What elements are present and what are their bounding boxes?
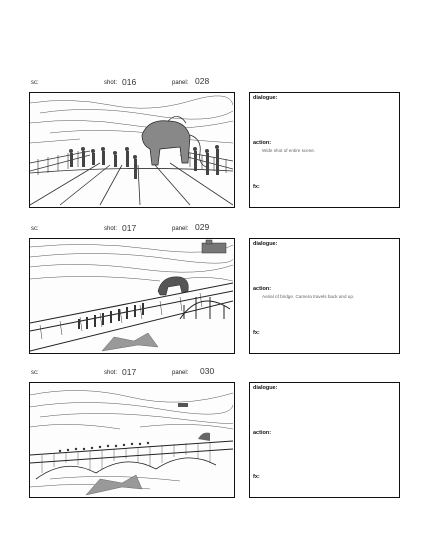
panel-number: 029 bbox=[195, 222, 210, 232]
sc-label: sc: bbox=[31, 80, 39, 86]
panel-number: 030 bbox=[200, 366, 215, 376]
action-label: action: bbox=[253, 140, 272, 146]
shot-label: shot: bbox=[104, 226, 118, 232]
dialogue-label: dialogue: bbox=[253, 95, 278, 101]
notes-box bbox=[249, 92, 400, 208]
panel-label: panel: bbox=[172, 370, 189, 376]
high-aerial-bridge-sketch bbox=[30, 383, 233, 496]
sketch-frame bbox=[29, 92, 235, 208]
action-label: action: bbox=[253, 286, 272, 292]
fx-label: fx: bbox=[253, 330, 260, 336]
notes-box bbox=[249, 382, 400, 498]
sketch-frame bbox=[29, 382, 235, 498]
action-text: Wide shot of entire scene. bbox=[262, 148, 316, 153]
shot-number: 016 bbox=[122, 77, 137, 87]
panel-label: panel: bbox=[172, 80, 189, 86]
notes-box bbox=[249, 238, 400, 354]
aerial-bridge-sketch bbox=[30, 239, 233, 352]
storyboard-panel-1 bbox=[0, 76, 432, 216]
action-label: action: bbox=[253, 430, 272, 436]
fx-label: fx: bbox=[253, 474, 260, 480]
shot-number: 017 bbox=[122, 223, 137, 233]
shot-label: shot: bbox=[104, 80, 118, 86]
dialogue-label: dialogue: bbox=[253, 241, 278, 247]
storyboard-panel-2 bbox=[0, 222, 432, 362]
elephant-on-bridge-sketch bbox=[30, 93, 233, 206]
shot-number: 017 bbox=[122, 367, 137, 377]
sc-label: sc: bbox=[31, 370, 39, 376]
dialogue-label: dialogue: bbox=[253, 385, 278, 391]
panel-label: panel: bbox=[172, 226, 189, 232]
shot-label: shot: bbox=[104, 370, 118, 376]
sketch-frame bbox=[29, 238, 235, 354]
sc-label: sc: bbox=[31, 226, 39, 232]
storyboard-panel-3 bbox=[0, 366, 432, 506]
panel-number: 028 bbox=[195, 76, 210, 86]
fx-label: fx: bbox=[253, 184, 260, 190]
action-text: Aerial of bridge. Camera travels back and up. bbox=[262, 294, 355, 299]
